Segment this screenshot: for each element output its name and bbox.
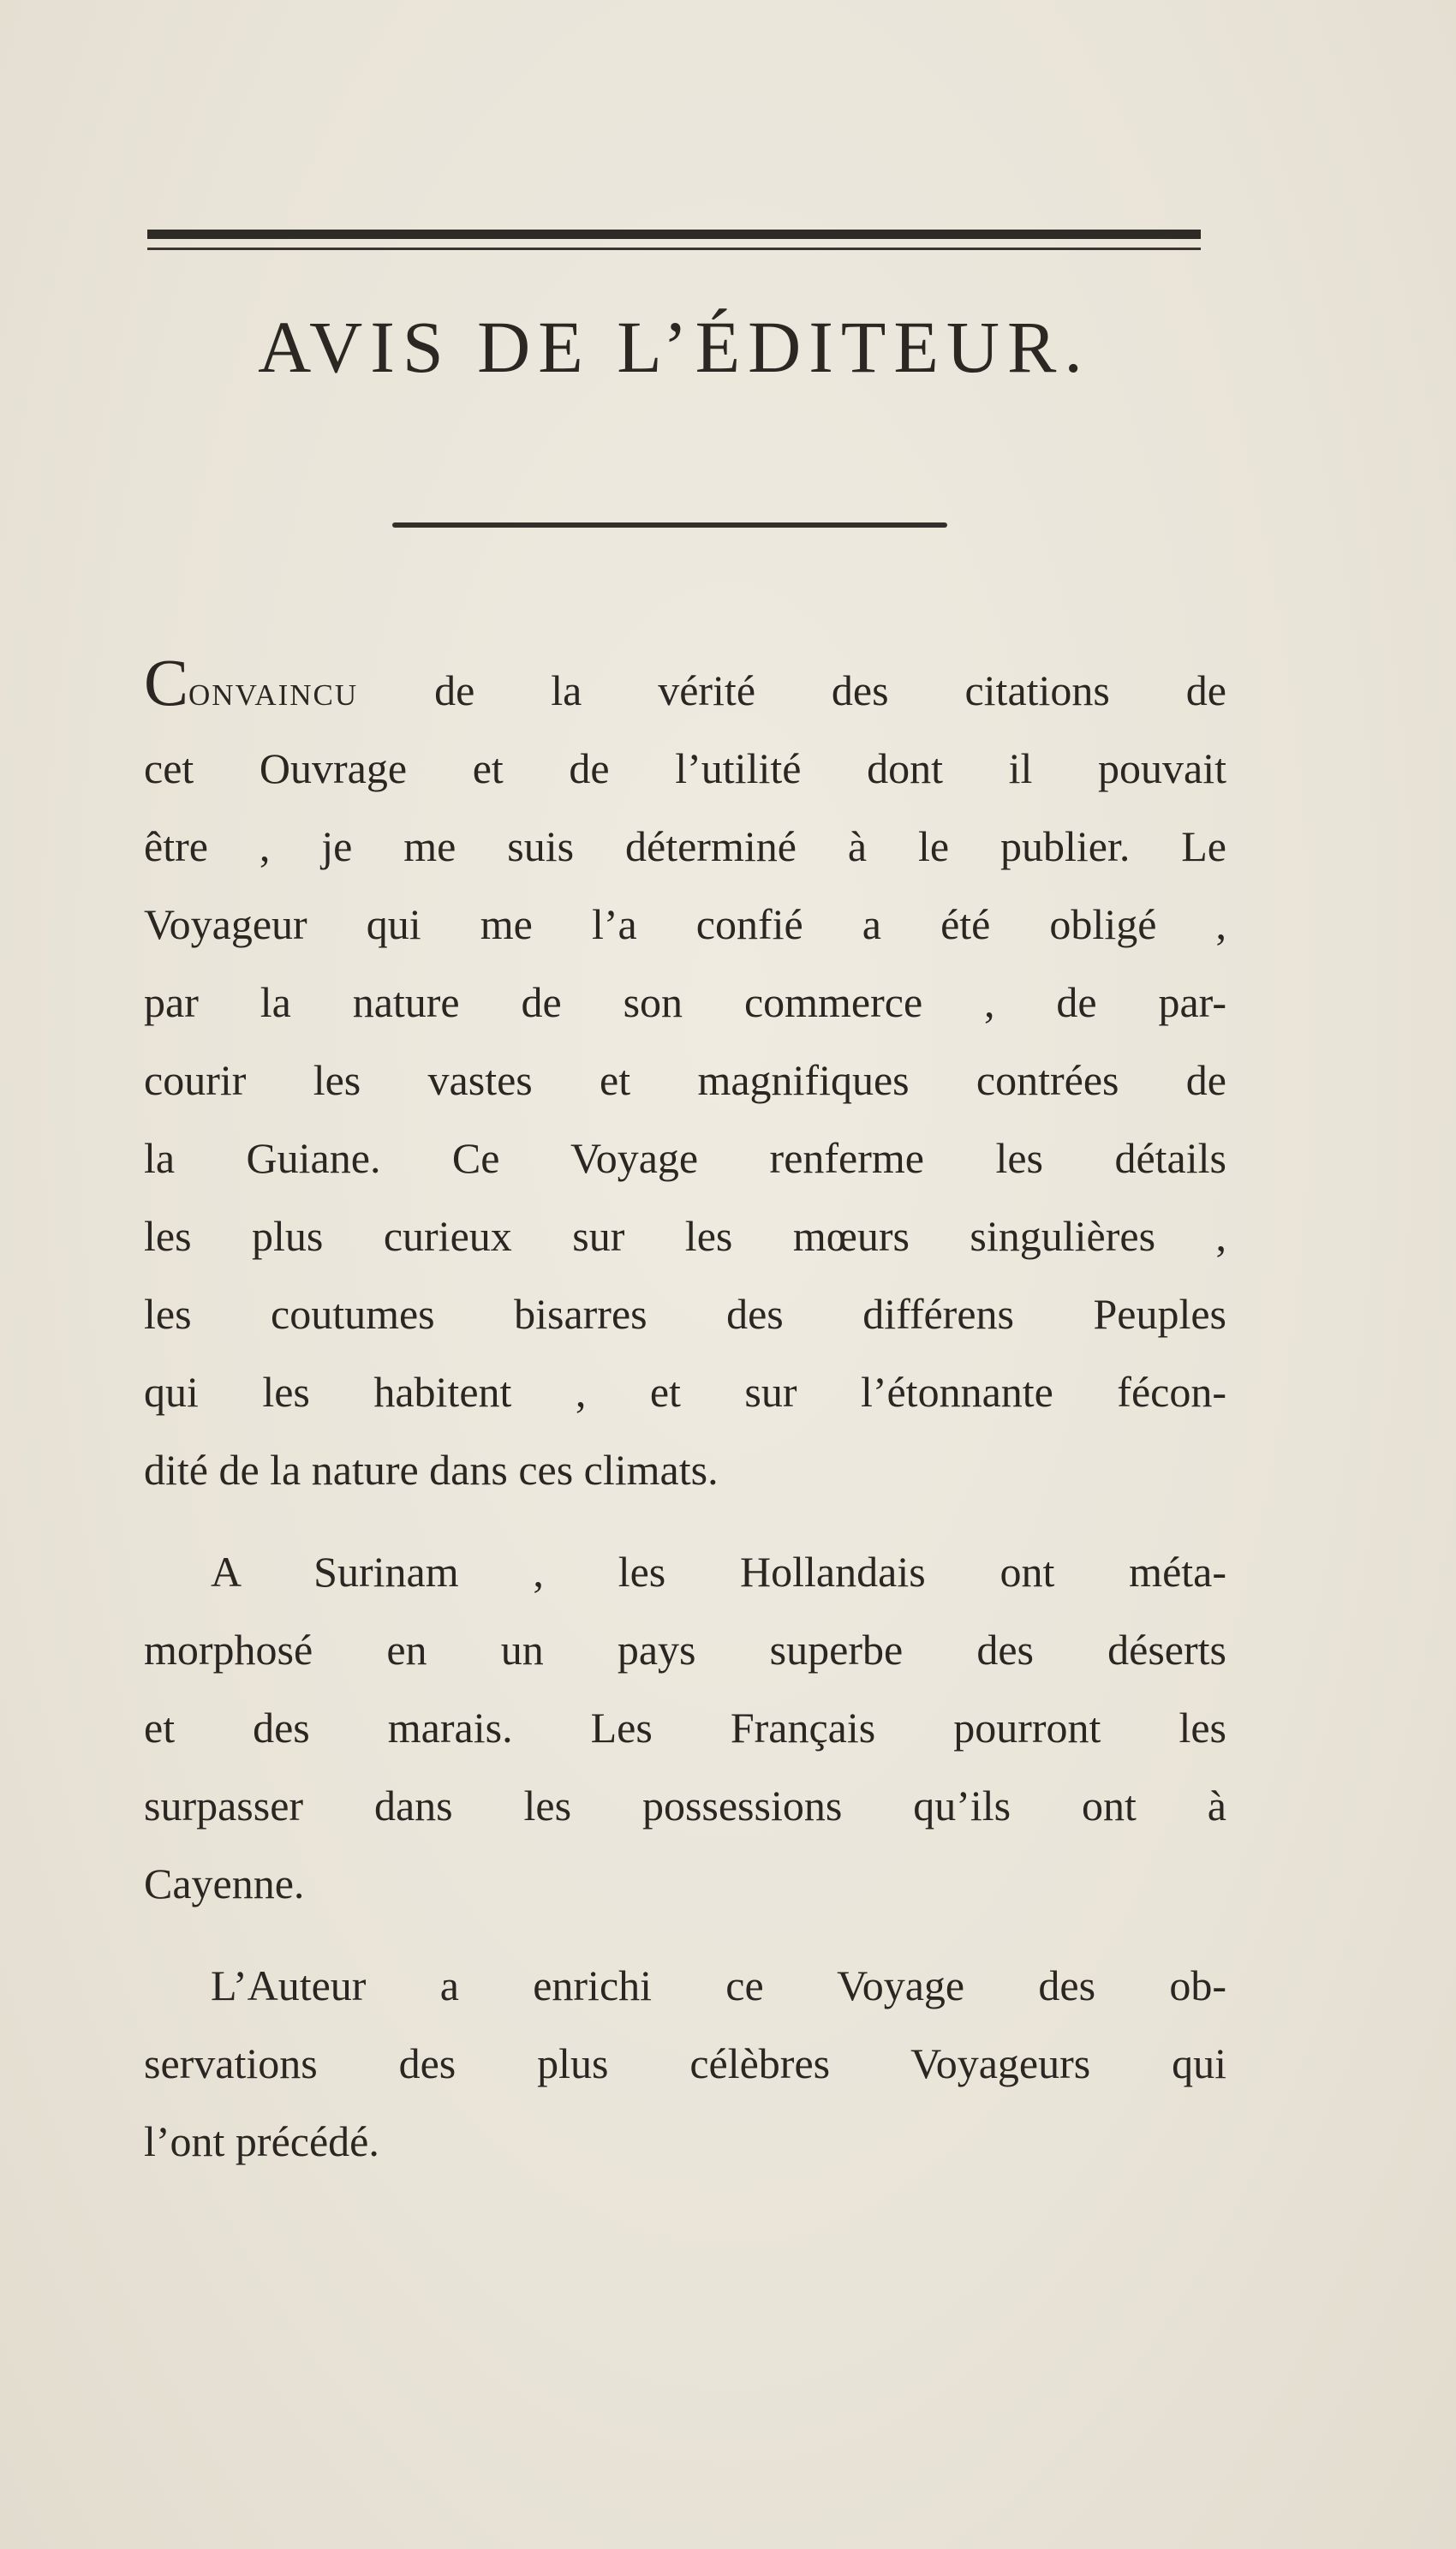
paragraph-line: dité de la nature dans ces climats. xyxy=(144,1446,719,1494)
paragraph-line: Voyageur qui me l’a confié a été obligé , xyxy=(144,900,1226,948)
paragraph-line: la Guiane. Ce Voyage renferme les détails xyxy=(144,1134,1226,1182)
paragraph-line: qui les habitent , et sur l’étonnante fécon- xyxy=(144,1368,1226,1416)
paragraph-line xyxy=(144,645,1226,730)
line-text: de la vérité des citations de xyxy=(358,666,1226,714)
paragraph-line: A Surinam , les Hollandais ont méta- xyxy=(211,1548,1226,1596)
page-title: AVIS DE L’ÉDITEUR. xyxy=(258,306,1090,388)
paragraph-3 xyxy=(144,1947,1226,2181)
paragraph-line: l’ont précédé. xyxy=(144,2117,379,2165)
paragraph-line: par la nature de son commerce , de par- xyxy=(144,978,1226,1026)
paragraph-1 xyxy=(144,645,1226,1509)
paragraph-line: cet Ouvrage et de l’utilité dont il pouvait xyxy=(144,744,1226,792)
body-text xyxy=(144,645,1226,2205)
paragraph-line: les plus curieux sur les mœurs singulières , xyxy=(144,1212,1226,1260)
paragraph-line: morphosé en un pays superbe des déserts xyxy=(144,1626,1226,1674)
header-rule-thin xyxy=(147,248,1201,250)
paragraph-line: être , je me suis déterminé à le publier. Le xyxy=(144,822,1226,870)
paragraph-line: L’Auteur a enrichi ce Voyage des ob- xyxy=(211,1961,1226,2009)
paragraph-line: servations des plus célèbres Voyageurs qui xyxy=(144,2039,1226,2087)
paragraph-line: Cayenne. xyxy=(144,1860,305,1907)
header-rule-thick xyxy=(147,230,1201,239)
paragraph-line: courir les vastes et magnifiques contrées de xyxy=(144,1056,1226,1104)
opening-smallcaps: onvaincu xyxy=(188,666,359,714)
paragraph-line: surpasser dans les possessions qu’ils ont à xyxy=(144,1782,1226,1830)
paragraph-2 xyxy=(144,1533,1226,1923)
drop-cap: C xyxy=(144,645,189,719)
paragraph-line: les coutumes bisarres des différens Peuples xyxy=(144,1290,1226,1338)
title-ornament-rule xyxy=(392,522,947,528)
paragraph-line: et des marais. Les Français pourront les xyxy=(144,1704,1226,1752)
